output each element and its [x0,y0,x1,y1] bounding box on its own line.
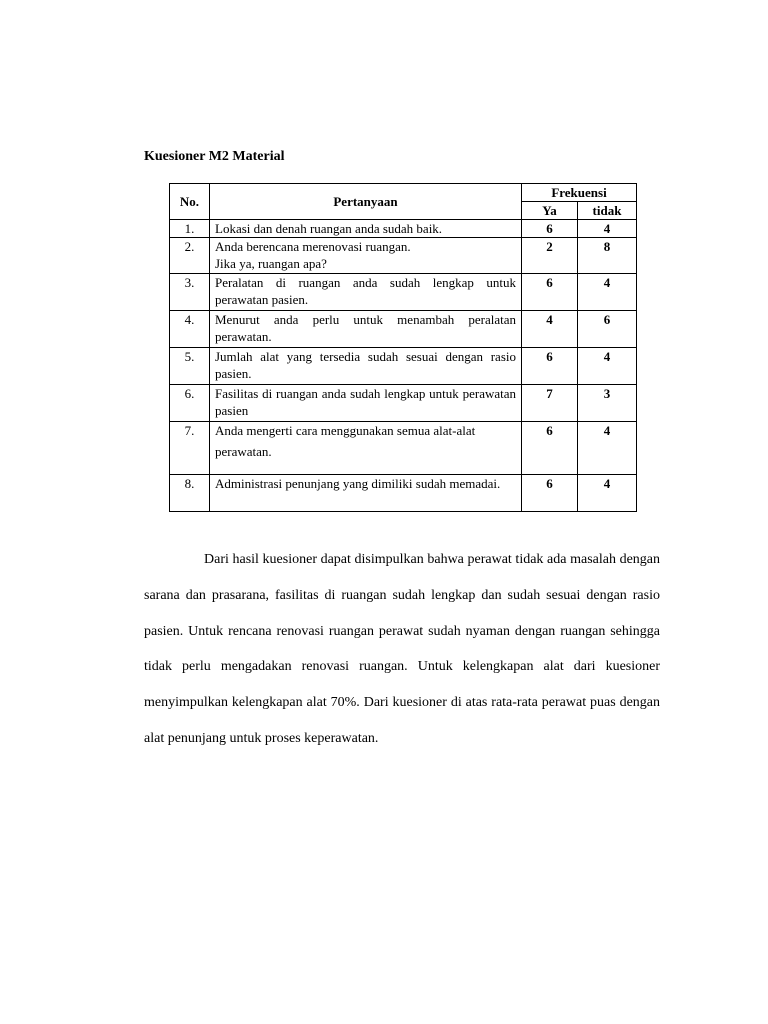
table-row [170,422,637,475]
row-no-count: 3 [578,385,637,422]
row-yes-count: 2 [522,238,578,274]
row-number: 5. [170,348,210,385]
row-yes-count: 7 [522,385,578,422]
page-title: Kuesioner M2 Material [144,149,285,164]
row-no-count: 6 [578,311,637,348]
row-question: Fasilitas di ruangan anda sudah lengkap untuk perawatan pasien [210,385,522,422]
row-number: 8. [170,475,210,512]
header-no: No. [170,184,210,220]
row-yes-count: 6 [522,274,578,311]
header-question: Pertanyaan [210,184,522,220]
row-question: Lokasi dan denah ruangan anda sudah baik. [210,220,522,238]
row-number: 7. [170,422,210,475]
row-question-line1: Anda berencana merenovasi ruangan. [215,239,411,254]
row-no-count: 4 [578,220,637,238]
row-no-count: 4 [578,274,637,311]
table-body [170,220,637,512]
row-yes-count: 6 [522,220,578,238]
row-no-count: 4 [578,422,637,475]
row-number: 1. [170,220,210,238]
header-frequency: Frekuensi [522,184,637,202]
header-no-answer: tidak [578,202,637,220]
row-question [210,238,522,274]
row-number: 3. [170,274,210,311]
row-number: 4. [170,311,210,348]
table-row [170,385,637,422]
questionnaire-table [169,183,637,512]
table-row [170,238,637,274]
row-no-count: 4 [578,348,637,385]
row-question: Jumlah alat yang tersedia sudah sesuai dengan rasio pasien. [210,348,522,385]
row-question: Menurut anda perlu untuk menambah peralatan perawatan. [210,311,522,348]
row-yes-count: 6 [522,422,578,475]
table-row [170,274,637,311]
conclusion-paragraph: Dari hasil kuesioner dapat disimpulkan bahwa perawat tidak ada masalah dengan sarana dan prasarana, fasilitas di ruangan sudah lengkap dan sudah sesuai dengan rasio pasien. Untuk rencana renovasi ruangan perawat sudah nyaman dengan ruangan sehingga tidak perlu mengadakan renovasi ruangan. Untuk kelengkapan alat dari kuesioner menyimpulkan kelengkapan alat 70%. Dari kuesioner di atas rata-rata perawat puas dengan alat penunjang untuk proses keperawatan. [144,552,660,746]
row-yes-count: 6 [522,475,578,512]
row-yes-count: 6 [522,348,578,385]
row-yes-count: 4 [522,311,578,348]
row-question [210,422,522,475]
row-question: Peralatan di ruangan anda sudah lengkap untuk perawatan pasien. [210,274,522,311]
table-row [170,475,637,512]
table-header [170,184,637,220]
row-question-line2: Jika ya, ruangan apa? [215,256,327,271]
row-number: 2. [170,238,210,274]
row-question: Administrasi penunjang yang dimiliki sudah memadai. [210,475,522,512]
row-no-count: 8 [578,238,637,274]
row-number: 6. [170,385,210,422]
row-question-line2: perawatan. [215,444,272,459]
table-row [170,311,637,348]
row-no-count: 4 [578,475,637,512]
table-row [170,348,637,385]
header-yes: Ya [522,202,578,220]
row-question-line1: Anda mengerti cara menggunakan semua alat-alat [215,423,476,438]
table-row [170,220,637,238]
